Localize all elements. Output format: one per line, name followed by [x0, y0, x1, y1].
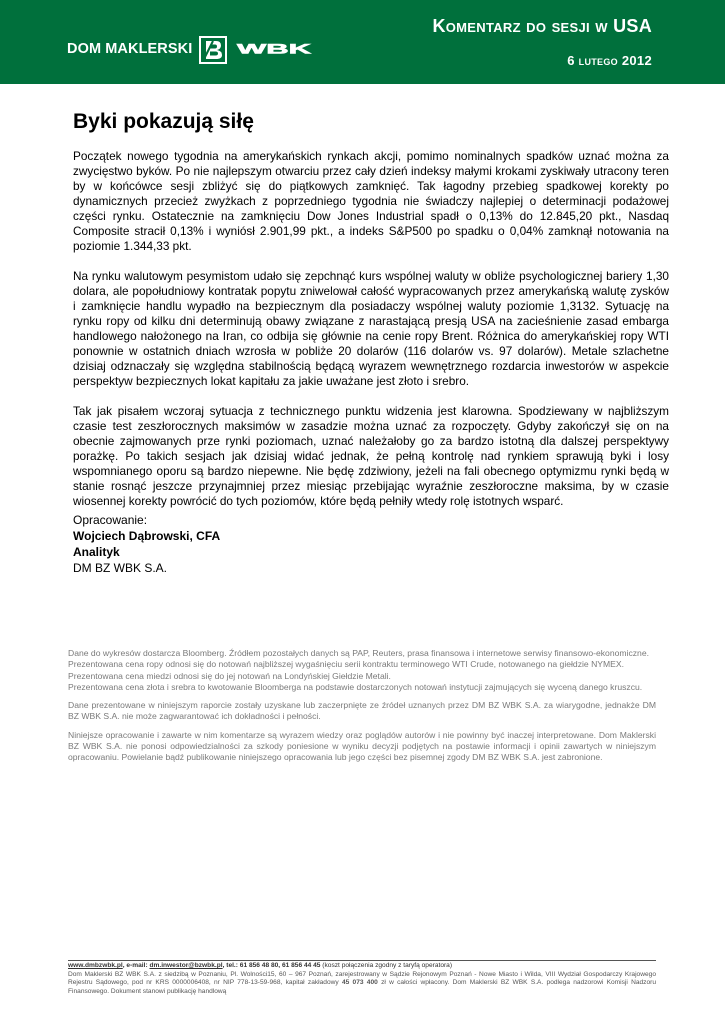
- prepared-by-label: Opracowanie:: [73, 513, 148, 527]
- footer-email-label: , e-mail:: [122, 962, 150, 969]
- report-date: 6 lutego 2012: [567, 53, 652, 68]
- disclaimer-source: Prezentowana cena miedzi odnosi się do jej notowań na Londyńskiej Giełdzie Metali.: [68, 670, 391, 681]
- footer-phone: , tel.: 61 856 48 80, 61 856 44 45: [222, 962, 321, 969]
- logo-brand: WBK: [237, 42, 311, 55]
- footer-registry: [68, 971, 656, 997]
- author-name: Wojciech Dąbrowski, CFA: [73, 529, 221, 543]
- bz-logo-icon: [199, 36, 227, 64]
- footer: [68, 962, 656, 996]
- report-type-title: Komentarz do sesji w USA: [432, 16, 652, 36]
- article-title: Byki pokazują siłę: [73, 110, 254, 133]
- logo-text: DOM MAKLERSKI: [67, 41, 193, 57]
- paragraph-technical-outlook: Tak jak pisałem wczoraj sytuacja z technicznego punktu widzenia jest klarowna. Spodziewany w najbliższym czasie test zeszłorocznych maksimów w zasadzie można uznać za rozpoczęty. Gdyby zakończył się on na obecnie zajmowanych prze rynki poziomach, uznać należałoby go za bardzo istotną dla dalszej perspektywy porażkę. Po takich sesjach jak dzisiaj widać jednak, że pełną kontrolę nad rynkiem sprawują byki i losy wspomnianego oporu są bardzo niepewne. Nie będę zdziwiony, jeżeli na fali obecnego optymizmu rynki będą w stanie rosnąć jeszcze przynajmniej przez miesiąc przebijając wyraźnie zeszłoroczne maksima, by w czasie wiosennej korekty powrócić do tych poziomów, które będą pełniły wtedy rolę istotnych wsparć.: [73, 404, 669, 508]
- disclaimer-source: Prezentowana cena złota i srebra to kwotowanie Bloomberga na podstawie dostarczonych notowań instytucji zajmujących się wyceną danego kruszcu.: [68, 681, 643, 692]
- paragraph-market-summary: Początek nowego tygodnia na amerykańskich rynkach akcji, pomimo nominalnych spadków uznać można za zwycięstwo byków. Po nie najlepszym otwarciu przez cały dzień indeksy małymi krokami zyskiwały utracony teren by w końcówce sesji zbliżyć się do piątkowych zamknięć. Tak łagodny przebieg spadkowej korekty po dynamicznych przecież zwyżkach z poprzedniego tygodnia nie świadczy najlepiej o determinacji podażowej części rynku. Ostatecznie na zamknięciu Dow Jones Industrial spadł o 0,13% do 12.845,20 pkt., Nasdaq Composite stracił 0,13% i wyniósł 2.901,99 pkt., a indeks S&P500 po spadku o 0,04% zamknął notowania na poziomie 1.344,33 pkt.: [73, 149, 669, 253]
- disclaimer-source: Prezentowana cena ropy odnosi się do notowań najbliższej wygaśnięciu serii kontraktu terminowego WTI Crude, notowanego na giełdzie NYMEX.: [68, 659, 625, 670]
- footer-phone-note: (koszt połączenia zgodny z taryfą operatora): [320, 962, 453, 969]
- author-block: [73, 512, 220, 576]
- wbk-logo-icon: [236, 42, 312, 55]
- footer-divider: [68, 960, 656, 961]
- footer-capital: 45 073 400: [341, 979, 378, 987]
- article-body: [73, 149, 669, 524]
- disclaimer: [68, 648, 656, 764]
- footer-contact: [68, 962, 656, 971]
- paragraph-currency-commodities: Na rynku walutowym pesymistom udało się zepchnąć kurs wspólnej waluty w obliże psychologicznej bariery 1,30 dolara, ale popołudniowy kontratak popytu zniwelował całość wypracowanych przez amerykańską walutę zysków i zamknięcie handlu wypadło na bezpiecznym dla posiadaczy wspólnej waluty poziomie 1,3132. Sytuację na rynku ropy od kilku dni determinują obawy związane z narastającą presją USA na zacieśnienie zasad embarga handlowego nałożonego na Iran, co odbija się głównie na cenie ropy Brent. Różnica do amerykańskiej ropy WTI ponownie w ostatnich dniach wzrosła w pobliże 20 dolarów (116 dolarów vs. 97 dolarów). Metale szlachetne dzisiaj odznaczały się względna stabilnością będącą wyrazem wewnętrznego rozdarcia inwestorów w aspekcie perspektyw bezpiecznych lokat kapitału za jakie uważane jest złoto i srebro.: [73, 269, 669, 388]
- footer-registry-text: zł w całości wpłacony. Dom Maklerski BZ WBK S.A. podlega nadzorowi Komisji Nadzoru Finansowego. Dokument stanowi publikację handlową: [68, 979, 656, 995]
- disclaimer-data-notice: Dane prezentowane w niniejszym raporcie zostały uzyskane lub zaczerpnięte ze źródeł uznanych przez DM BZ WBK S.A. za wiarygodne, jednakże DM BZ WBK S.A. nie może zagwarantować ich dokładności i pełności.: [68, 700, 656, 722]
- author-role: Analityk: [73, 545, 120, 559]
- disclaimer-opinion-notice: Niniejsze opracowanie i zawarte w nim komentarze są wyrazem wiedzy oraz poglądów autorów i nie powinny być inaczej interpretowane. Dom Maklerski BZ WBK S.A. nie ponosi odpowiedzialności za szkody poniesione w wyniku decyzji podjętych na postawie informacji i opinii zawartych w niniejszym opracowaniu. Powielanie bądź publikowanie niniejszego opracowania lub jego części bez pisemnej zgody DM BZ WBK S.A. jest zabronione.: [68, 729, 656, 763]
- author-company: DM BZ WBK S.A.: [73, 561, 168, 575]
- footer-email-link[interactable]: dm.inwestor@bzwbk.pl: [149, 962, 223, 969]
- header-band: [0, 0, 725, 84]
- footer-website-link[interactable]: www.dmbzwbk.pl: [68, 962, 123, 969]
- disclaimer-source: Dane do wykresów dostarcza Bloomberg. Źródłem pozostałych danych są PAP, Reuters, prasa finansowa i internetowe serwisy finansowo-ekonomiczne.: [68, 648, 649, 658]
- footer-registry-text: Dom Maklerski BZ WBK S.A. z siedzibą w Poznaniu, Pl. Wolności15, 60 – 967 Poznań, zarejestrowany w Sądzie Rejonowym Poznań - Nowe Miasto i Wilda, VIII Wydział Gospodarczy Krajowego Rejestru Sądowego, pod nr KRS 0000006408, nr NIP 778-13-59-968, kapitał zakładowy: [68, 970, 656, 987]
